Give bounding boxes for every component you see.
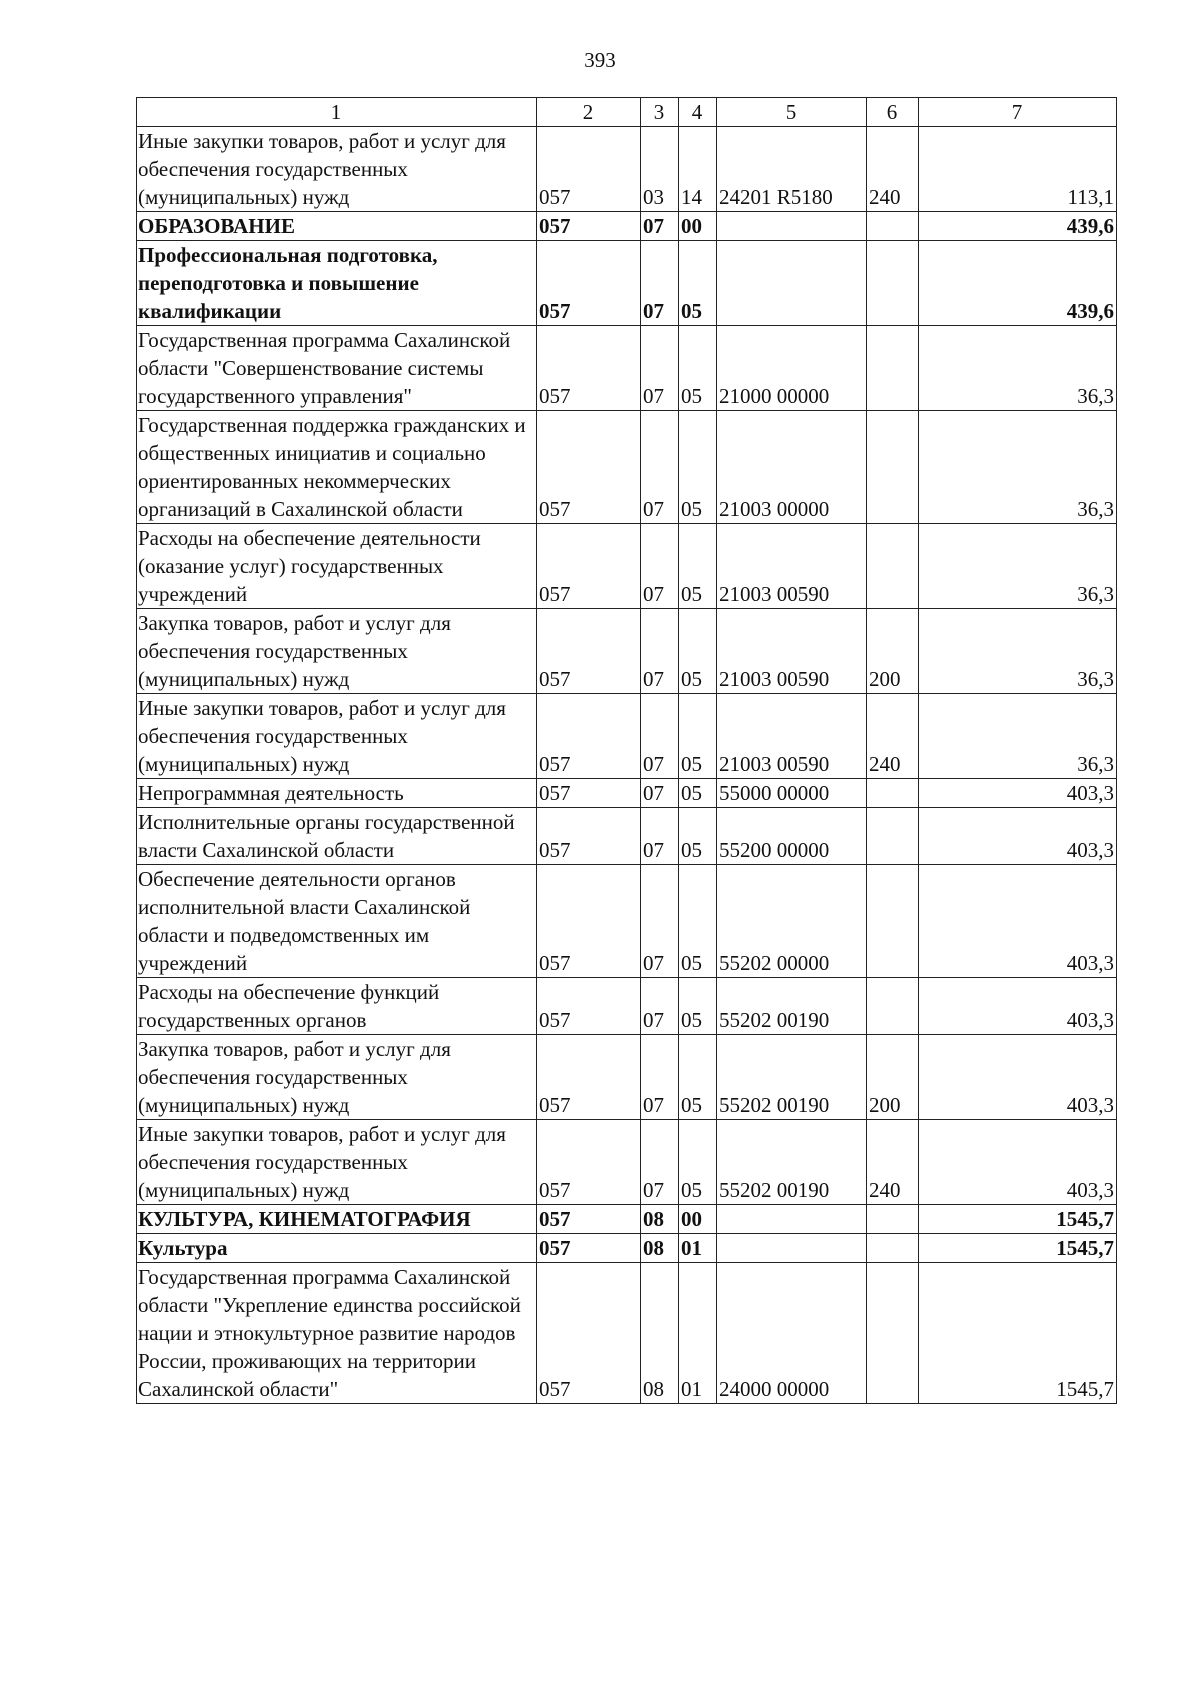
ministry-code-cell: 057 [537, 865, 641, 978]
subsection-code-cell: 14 [679, 127, 717, 212]
section-code-cell: 08 [641, 1234, 679, 1263]
expense-type-cell [867, 411, 919, 524]
ministry-code-cell: 057 [537, 1263, 641, 1404]
table-row [137, 1120, 1117, 1205]
subsection-code-cell: 05 [679, 694, 717, 779]
amount-cell: 36,3 [919, 524, 1117, 609]
table-row [137, 609, 1117, 694]
table-row [137, 978, 1117, 1035]
expense-type-cell [867, 524, 919, 609]
table-row [137, 326, 1117, 411]
target-article-cell: 55202 00190 [717, 1120, 867, 1205]
amount-cell: 36,3 [919, 609, 1117, 694]
amount-cell: 403,3 [919, 779, 1117, 808]
target-article-cell: 21003 00590 [717, 524, 867, 609]
section-code-cell: 08 [641, 1205, 679, 1234]
section-code-cell: 07 [641, 241, 679, 326]
amount-cell: 36,3 [919, 411, 1117, 524]
column-header: 7 [919, 98, 1117, 127]
amount-cell: 403,3 [919, 808, 1117, 865]
amount-cell: 439,6 [919, 212, 1117, 241]
table-row [137, 779, 1117, 808]
row-name-cell: Профессиональная подготовка, переподготовка и повышение квалификации [137, 241, 537, 326]
subsection-code-cell: 00 [679, 1205, 717, 1234]
section-code-cell: 08 [641, 1263, 679, 1404]
table-row [137, 524, 1117, 609]
ministry-code-cell: 057 [537, 609, 641, 694]
section-code-cell: 03 [641, 127, 679, 212]
expense-type-cell: 200 [867, 609, 919, 694]
ministry-code-cell: 057 [537, 127, 641, 212]
table-row [137, 411, 1117, 524]
table-row [137, 1205, 1117, 1234]
row-name-cell: Закупка товаров, работ и услуг для обеспечения государственных (муниципальных) нужд [137, 1035, 537, 1120]
column-header: 2 [537, 98, 641, 127]
target-article-cell [717, 1205, 867, 1234]
amount-cell: 113,1 [919, 127, 1117, 212]
column-header: 1 [137, 98, 537, 127]
target-article-cell: 55202 00190 [717, 1035, 867, 1120]
table-row [137, 241, 1117, 326]
subsection-code-cell: 00 [679, 212, 717, 241]
column-header: 4 [679, 98, 717, 127]
ministry-code-cell: 057 [537, 326, 641, 411]
section-code-cell: 07 [641, 326, 679, 411]
row-name-cell: ОБРАЗОВАНИЕ [137, 212, 537, 241]
expense-type-cell: 240 [867, 694, 919, 779]
subsection-code-cell: 01 [679, 1263, 717, 1404]
table-row [137, 127, 1117, 212]
row-name-cell: Расходы на обеспечение деятельности (оказание услуг) государственных учреждений [137, 524, 537, 609]
section-code-cell: 07 [641, 779, 679, 808]
subsection-code-cell: 05 [679, 609, 717, 694]
row-name-cell: Обеспечение деятельности органов исполнительной власти Сахалинской области и подведомственных им учреждений [137, 865, 537, 978]
page-number: 393 [584, 48, 616, 72]
section-code-cell: 07 [641, 808, 679, 865]
target-article-cell [717, 241, 867, 326]
target-article-cell: 21003 00590 [717, 609, 867, 694]
target-article-cell: 55202 00190 [717, 978, 867, 1035]
subsection-code-cell: 05 [679, 326, 717, 411]
amount-cell: 36,3 [919, 326, 1117, 411]
subsection-code-cell: 05 [679, 978, 717, 1035]
section-code-cell: 07 [641, 212, 679, 241]
section-code-cell: 07 [641, 978, 679, 1035]
table-row [137, 212, 1117, 241]
column-header: 6 [867, 98, 919, 127]
section-code-cell: 07 [641, 1035, 679, 1120]
subsection-code-cell: 05 [679, 241, 717, 326]
ministry-code-cell: 057 [537, 1205, 641, 1234]
section-code-cell: 07 [641, 609, 679, 694]
column-header: 5 [717, 98, 867, 127]
ministry-code-cell: 057 [537, 1120, 641, 1205]
ministry-code-cell: 057 [537, 978, 641, 1035]
amount-cell: 403,3 [919, 1120, 1117, 1205]
amount-cell: 439,6 [919, 241, 1117, 326]
expense-type-cell [867, 779, 919, 808]
subsection-code-cell: 05 [679, 524, 717, 609]
subsection-code-cell: 01 [679, 1234, 717, 1263]
ministry-code-cell: 057 [537, 524, 641, 609]
row-name-cell: КУЛЬТУРА, КИНЕМАТОГРАФИЯ [137, 1205, 537, 1234]
ministry-code-cell: 057 [537, 808, 641, 865]
table-row [137, 808, 1117, 865]
target-article-cell: 21003 00590 [717, 694, 867, 779]
expense-type-cell: 240 [867, 127, 919, 212]
target-article-cell: 55000 00000 [717, 779, 867, 808]
table-row [137, 1263, 1117, 1404]
row-name-cell: Иные закупки товаров, работ и услуг для обеспечения государственных (муниципальных) нужд [137, 694, 537, 779]
row-name-cell: Государственная поддержка гражданских и общественных инициатив и социально ориентированных некоммерческих организаций в Сахалинской области [137, 411, 537, 524]
subsection-code-cell: 05 [679, 1120, 717, 1205]
expense-type-cell [867, 326, 919, 411]
subsection-code-cell: 05 [679, 865, 717, 978]
section-code-cell: 07 [641, 411, 679, 524]
target-article-cell [717, 1234, 867, 1263]
expense-type-cell: 200 [867, 1035, 919, 1120]
row-name-cell: Иные закупки товаров, работ и услуг для обеспечения государственных (муниципальных) нужд [137, 127, 537, 212]
expense-type-cell [867, 808, 919, 865]
expense-type-cell: 240 [867, 1120, 919, 1205]
amount-cell: 403,3 [919, 1035, 1117, 1120]
amount-cell: 403,3 [919, 865, 1117, 978]
row-name-cell: Государственная программа Сахалинской области "Совершенствование системы государственного управления" [137, 326, 537, 411]
row-name-cell: Непрограммная деятельность [137, 779, 537, 808]
target-article-cell: 55202 00000 [717, 865, 867, 978]
subsection-code-cell: 05 [679, 808, 717, 865]
target-article-cell: 21003 00000 [717, 411, 867, 524]
subsection-code-cell: 05 [679, 411, 717, 524]
row-name-cell: Государственная программа Сахалинской области "Укрепление единства российской нации и этнокультурное развитие народов России, проживающих на территории Сахалинской области" [137, 1263, 537, 1404]
ministry-code-cell: 057 [537, 779, 641, 808]
expense-type-cell [867, 865, 919, 978]
section-code-cell: 07 [641, 694, 679, 779]
row-name-cell: Закупка товаров, работ и услуг для обеспечения государственных (муниципальных) нужд [137, 609, 537, 694]
table-row [137, 1035, 1117, 1120]
expense-type-cell [867, 241, 919, 326]
ministry-code-cell: 057 [537, 241, 641, 326]
expense-type-cell [867, 212, 919, 241]
expense-type-cell [867, 1205, 919, 1234]
target-article-cell: 55200 00000 [717, 808, 867, 865]
target-article-cell [717, 212, 867, 241]
expense-type-cell [867, 1263, 919, 1404]
table-row [137, 1234, 1117, 1263]
ministry-code-cell: 057 [537, 1234, 641, 1263]
expense-type-cell [867, 1234, 919, 1263]
row-name-cell: Культура [137, 1234, 537, 1263]
amount-cell: 1545,7 [919, 1263, 1117, 1404]
table-row [137, 865, 1117, 978]
row-name-cell: Иные закупки товаров, работ и услуг для обеспечения государственных (муниципальных) нужд [137, 1120, 537, 1205]
budget-table [136, 97, 1117, 1404]
section-code-cell: 07 [641, 865, 679, 978]
ministry-code-cell: 057 [537, 694, 641, 779]
amount-cell: 1545,7 [919, 1205, 1117, 1234]
section-code-cell: 07 [641, 524, 679, 609]
column-header: 3 [641, 98, 679, 127]
row-name-cell: Исполнительные органы государственной власти Сахалинской области [137, 808, 537, 865]
section-code-cell: 07 [641, 1120, 679, 1205]
target-article-cell: 24201 R5180 [717, 127, 867, 212]
row-name-cell: Расходы на обеспечение функций государственных органов [137, 978, 537, 1035]
amount-cell: 1545,7 [919, 1234, 1117, 1263]
ministry-code-cell: 057 [537, 411, 641, 524]
target-article-cell: 24000 00000 [717, 1263, 867, 1404]
header-row [137, 98, 1117, 127]
subsection-code-cell: 05 [679, 779, 717, 808]
table-row [137, 694, 1117, 779]
ministry-code-cell: 057 [537, 212, 641, 241]
ministry-code-cell: 057 [537, 1035, 641, 1120]
amount-cell: 403,3 [919, 978, 1117, 1035]
target-article-cell: 21000 00000 [717, 326, 867, 411]
expense-type-cell [867, 978, 919, 1035]
subsection-code-cell: 05 [679, 1035, 717, 1120]
table-body [137, 127, 1117, 1404]
amount-cell: 36,3 [919, 694, 1117, 779]
